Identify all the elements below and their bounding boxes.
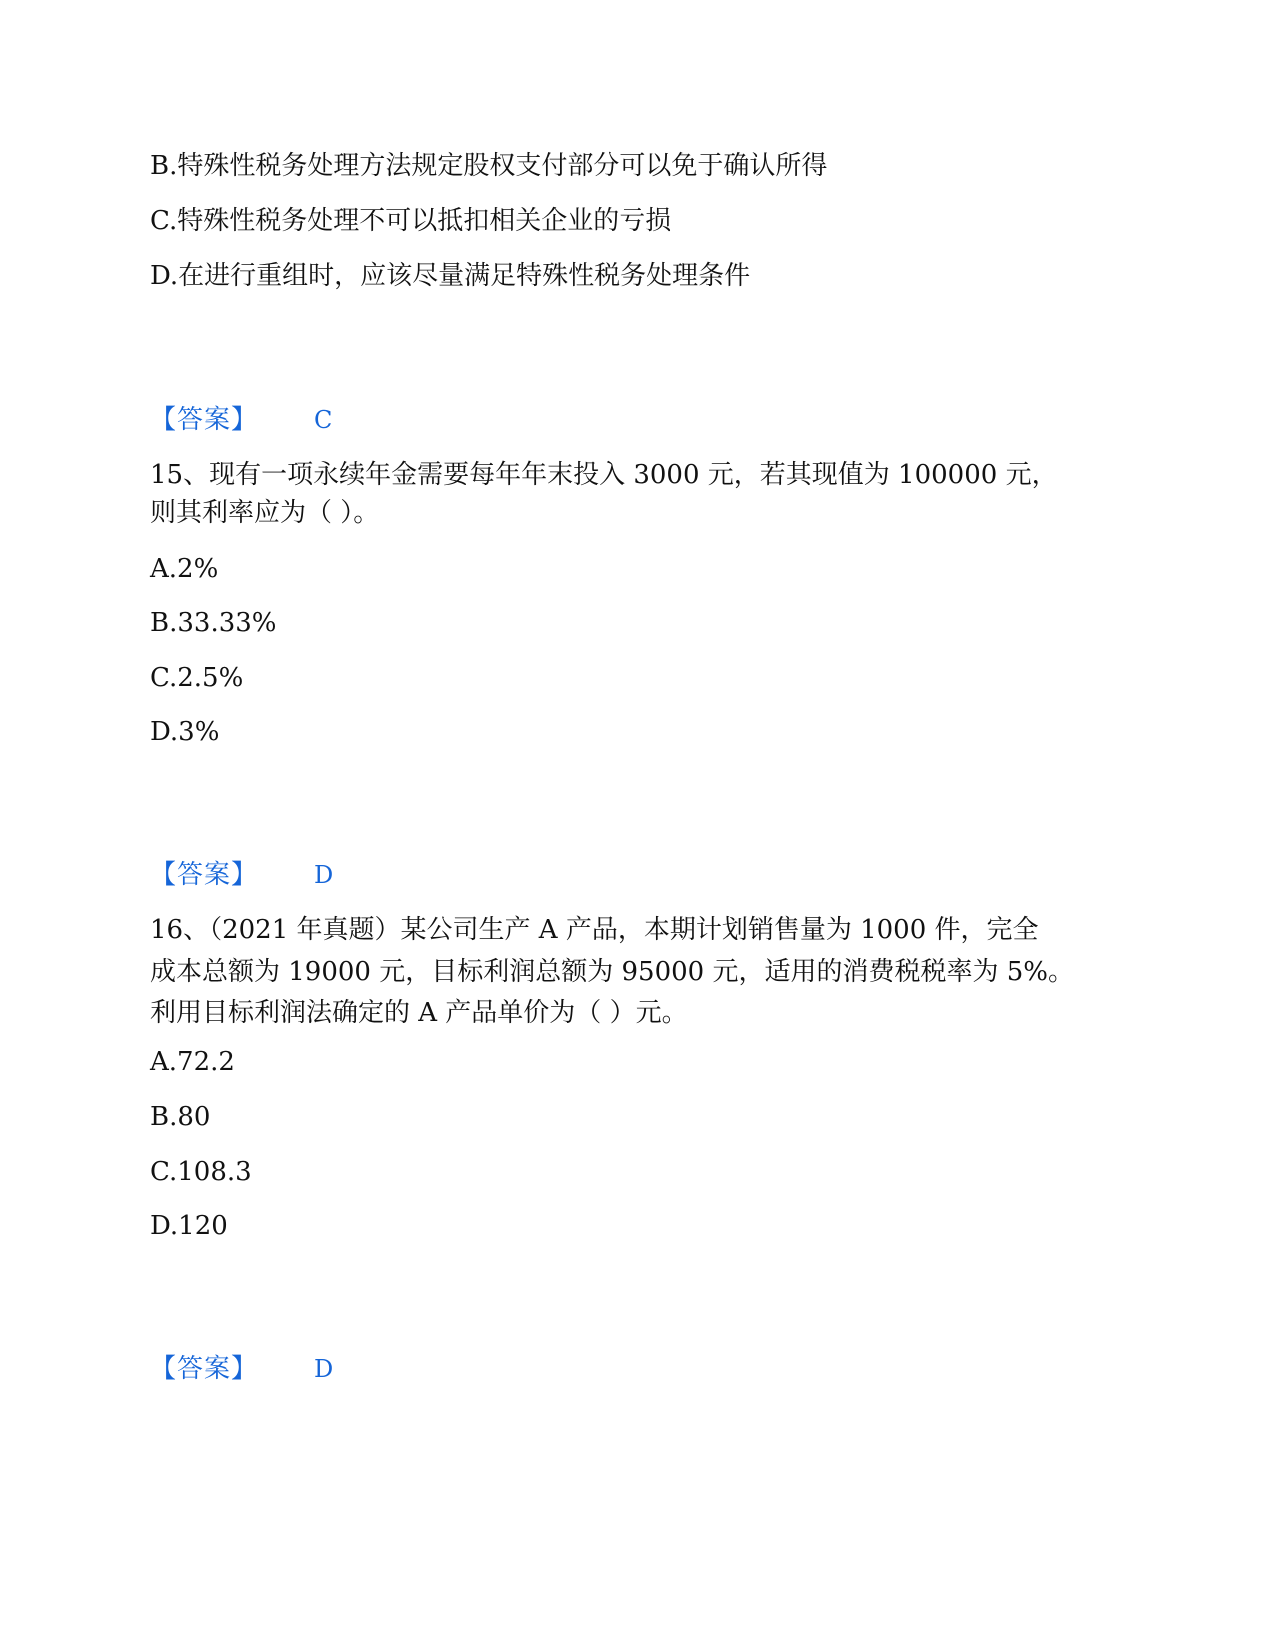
answer-label: 【答案】 [150, 1354, 259, 1384]
answer-label: 【答案】 [150, 860, 259, 890]
q14-option-d: D.在进行重组时，应该尽量满足特殊性税务处理条件 [150, 261, 751, 291]
q15-option-d: D.3% [150, 717, 220, 747]
q16-stem-line-2: 成本总额为 19000 元，目标利润总额为 95000 元，适用的消费税税率为 5%。 [150, 957, 1074, 987]
q16-option-b: B.80 [150, 1102, 211, 1132]
q16-answer [150, 1349, 333, 1389]
q16-option-c: C.108.3 [150, 1157, 252, 1187]
q14-answer [150, 400, 332, 440]
q16-stem-line-3: 利用目标利润法确定的 A 产品单价为（ ）元。 [150, 998, 688, 1028]
q15-answer [150, 855, 333, 895]
answer-value: D [314, 1355, 334, 1383]
q15-option-b: B.33.33% [150, 608, 277, 638]
answer-label: 【答案】 [150, 405, 259, 435]
q15-stem-line-1: 15、现有一项永续年金需要每年年末投入 3000 元，若其现值为 100000 元， [150, 460, 1058, 490]
q16-stem-line-1: 16、（2021 年真题）某公司生产 A 产品，本期计划销售量为 1000 件，完全 [150, 915, 1039, 945]
q16-option-d: D.120 [150, 1211, 228, 1241]
q14-option-b: B.特殊性税务处理方法规定股权支付部分可以免于确认所得 [150, 151, 828, 181]
answer-value: C [314, 406, 333, 434]
q15-option-c: C.2.5% [150, 663, 244, 693]
q15-option-a: A.2% [150, 554, 219, 584]
q15-stem-line-2: 则其利率应为（ ）。 [150, 498, 380, 528]
answer-value: D [314, 861, 334, 889]
q16-option-a: A.72.2 [150, 1047, 235, 1077]
q14-option-c: C.特殊性税务处理不可以抵扣相关企业的亏损 [150, 206, 672, 236]
